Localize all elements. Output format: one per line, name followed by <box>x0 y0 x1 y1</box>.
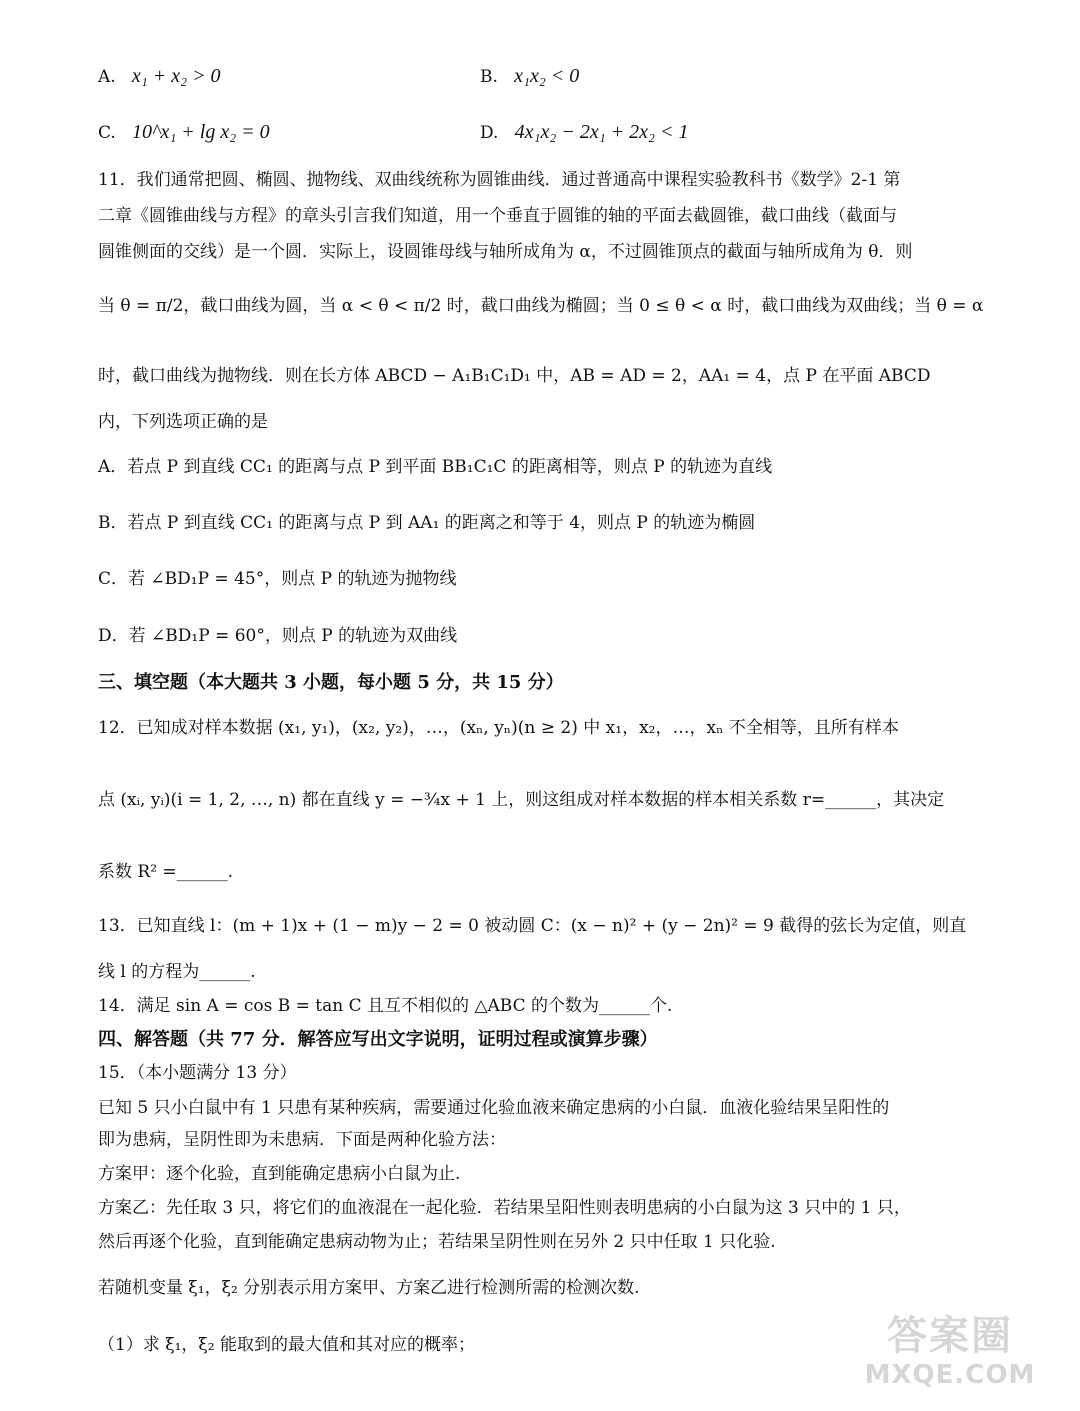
watermark-url-text: MXQE.COM <box>864 1360 1036 1390</box>
q11-line-5: 时，截口曲线为抛物线．则在长方体 ABCD − A₁B₁C₁D₁ 中，AB = AD = 2，AA₁ = 4，点 P 在平面 ABCD <box>98 366 931 386</box>
q10-option-a-label: A. <box>98 67 116 87</box>
q11-option-b: B．若点 P 到直线 CC₁ 的距离与点 P 到 AA₁ 的距离之和等于 4，则点 P 的轨迹为椭圆 <box>98 513 756 533</box>
watermark-logo <box>850 1313 1050 1403</box>
q15-line-3: 即为患病，呈阴性即为未患病．下面是两种化验方法： <box>98 1130 506 1150</box>
q13-line-1: 13．已知直线 l：(m + 1)x + (1 − m)y − 2 = 0 被动圆 C：(x − n)² + (y − 2n)² = 9 截得的弦长为定值，则直 <box>98 916 967 936</box>
q11-line-3: 圆锥侧面的交线）是一个圆．实际上，设圆锥母线与轴所成角为 α，不过圆锥顶点的截面与轴所成角为 θ．则 <box>98 242 913 262</box>
q10-option-b-math: x₁x₂ < 0 <box>514 65 580 87</box>
q12-line-3: 系数 R² =______. <box>98 862 234 882</box>
q11-line-2: 二章《圆锥曲线与方程》的章头引言我们知道，用一个垂直于圆锥的轴的平面去截圆锥，截口曲线（截面与 <box>98 206 897 226</box>
q15-line-4: 方案甲：逐个化验，直到能确定患病小白鼠为止. <box>98 1164 461 1184</box>
q13-line-2: 线 l 的方程为______. <box>98 962 256 982</box>
q10-option-d-math: 4x₁x₂ − 2x₁ + 2x₂ < 1 <box>514 121 689 143</box>
q10-option-d-label: D. <box>480 123 499 143</box>
q10-option-c-label: C. <box>98 123 116 143</box>
q10-option-b <box>480 64 579 89</box>
q10-option-b-label: B. <box>480 67 498 87</box>
q11-option-d: D．若 ∠BD₁P = 60°，则点 P 的轨迹为双曲线 <box>98 626 458 646</box>
q12-line-2: 点 (xᵢ, yᵢ)(i = 1, 2, …, n) 都在直线 y = −¾x + 1 上，则这组成对样本数据的样本相关系数 r=______，其决定 <box>98 790 945 810</box>
q12-line-1: 12．已知成对样本数据 (x₁, y₁)，(x₂, y₂)，…，(xₙ, yₙ)(n ≥ 2) 中 x₁，x₂，…，xₙ 不全相等，且所有样本 <box>98 718 899 738</box>
section-4-heading: 四、解答题（共 77 分．解答应写出文字说明，证明过程或演算步骤） <box>98 1029 658 1050</box>
q15-line-7: 若随机变量 ξ₁，ξ₂ 分别表示用方案甲、方案乙进行检测所需的检测次数. <box>98 1278 640 1298</box>
watermark-logo-text: 答案圈 <box>887 1313 1013 1359</box>
q10-option-a <box>98 64 221 89</box>
q11-line-6: 内，下列选项正确的是 <box>98 412 268 432</box>
q11-option-c: C．若 ∠BD₁P = 45°，则点 P 的轨迹为抛物线 <box>98 569 457 589</box>
q11-option-a: A．若点 P 到直线 CC₁ 的距离与点 P 到平面 BB₁C₁C 的距离相等，则点 P 的轨迹为直线 <box>98 457 773 477</box>
q10-option-c-math: 10^x₁ + lg x₂ = 0 <box>132 121 270 143</box>
q15-line-5: 方案乙：先任取 3 只，将它们的血液混在一起化验．若结果呈阳性则表明患病的小白鼠为这 3 只中的 1 只， <box>98 1198 911 1218</box>
q15-line-1: 15．（本小题满分 13 分） <box>98 1063 297 1083</box>
q11-line-1: 11．我们通常把圆、椭圆、抛物线、双曲线统称为圆锥曲线．通过普通高中课程实验教科书《数学》2-1 第 <box>98 170 901 190</box>
q15-line-6: 然后再逐个化验，直到能确定患病动物为止；若结果呈阴性则在另外 2 只中任取 1 只化验. <box>98 1232 776 1252</box>
q10-option-c <box>98 120 270 145</box>
section-3-heading: 三、填空题（本大题共 3 小题，每小题 5 分，共 15 分） <box>98 672 564 693</box>
q10-option-d <box>480 120 688 145</box>
q15-line-8: （1）求 ξ₁，ξ₂ 能取到的最大值和其对应的概率； <box>98 1335 475 1355</box>
q10-option-a-math: x₁ + x₂ > 0 <box>131 65 221 87</box>
q14-line-1: 14．满足 sin A = cos B = tan C 且互不相似的 △ABC 的个数为______个. <box>98 996 673 1016</box>
q15-line-2: 已知 5 只小白鼠中有 1 只患有某种疾病，需要通过化验血液来确定患病的小白鼠．血液化验结果呈阳性的 <box>98 1098 890 1118</box>
q11-line-4: 当 θ = π/2，截口曲线为圆，当 α < θ < π/2 时，截口曲线为椭圆；当 0 ≤ θ < α 时，截口曲线为双曲线；当 θ = α <box>98 296 984 316</box>
